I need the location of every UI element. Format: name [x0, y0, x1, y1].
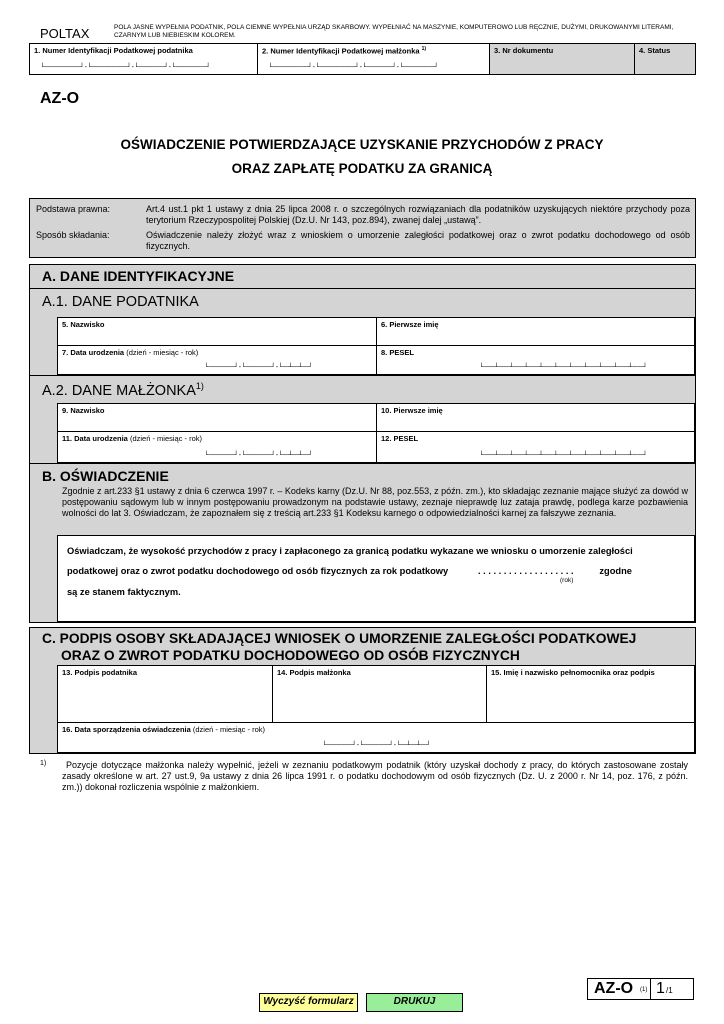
- form-title-line2: ORAZ ZAPŁATĘ PODATKU ZA GRANICĄ: [231, 161, 493, 176]
- section-a-title: A. DANE IDENTYFIKACYJNE: [42, 268, 235, 284]
- spouse-surname-field[interactable]: [57, 403, 377, 432]
- declaration-box: [57, 535, 695, 622]
- spouse-signature-field[interactable]: [272, 665, 487, 723]
- nip-spouse-ticks: └───────┘-└───────┘-└─────┘-└──────┘: [268, 64, 439, 71]
- declaration-date-label: 16. Data sporządzenia oświadczenia (dzień - miesiąc - rok): [62, 725, 265, 734]
- footer-pages: /1: [666, 986, 673, 995]
- footer-code-box: [587, 978, 694, 1000]
- spouse-birth-date-ticks: └─────┘-└─────┘-└─┴─┴─┘: [204, 452, 313, 459]
- footnote-mark: 1): [40, 760, 47, 767]
- proxy-signature-label: 15. Imię i nazwisko pełnomocnika oraz podpis: [491, 668, 655, 677]
- birth-date-field[interactable]: [57, 345, 377, 375]
- taxpayer-signature-field[interactable]: [57, 665, 273, 723]
- spouse-birth-date-label: 11. Data urodzenia (dzień - miesiąc - rok): [62, 434, 203, 443]
- taxpayer-signature-label: 13. Podpis podatnika: [62, 668, 138, 677]
- section-a1-title: A.1. DANE PODATNIKA: [42, 294, 199, 310]
- spouse-first-name-field[interactable]: [376, 403, 695, 432]
- first-name-label: 6. Pierwsze imię: [381, 320, 439, 329]
- pesel-ticks: └──┴──┴──┴──┴──┴──┴──┴──┴──┴──┴──┘: [479, 364, 648, 371]
- section-b-title: B. OŚWIADCZENIE: [42, 468, 169, 484]
- declaration-line3: są ze stanem faktycznym.: [67, 587, 181, 597]
- footer-form-code: AZ-O: [594, 980, 634, 997]
- legal-basis-panel: [29, 198, 696, 258]
- spouse-first-name-label: 10. Pierwsze imię: [381, 406, 443, 415]
- footer-page: 1: [656, 980, 665, 997]
- declaration-date-field[interactable]: [57, 722, 695, 753]
- pesel-label: 8. PESEL: [381, 348, 414, 357]
- print-button[interactable]: DRUKUJ: [366, 993, 463, 1012]
- footnote-text: Pozycje dotyczące małżonka należy wypełnić, jeżeli w zeznaniu podatkowym podatnik (który uzyskał dochody z pracy, do których zastosowane zostały zasady określone w art. 27 ust.9, 9a ustawy z dnia 26 lipca 1991 r. o podatku dochodowym od osób fizycznych (Dz. U. z 2000 r. Nr 14, poz. 176, z późn. zm.)) dokonał rozliczenia wspólnie z małżonkiem.: [62, 760, 688, 792]
- declaration-line1: Oświadczam, że wysokość przychodów z pracy i zapłaconego za granicą podatku wykazane we wniosku o umorzenie zaległości: [67, 546, 633, 556]
- surname-field[interactable]: [57, 317, 377, 346]
- nip-taxpayer-label: 1. Numer Identyfikacji Podatkowej podatnika: [34, 46, 193, 55]
- nip-taxpayer-ticks: └───────┘-└───────┘-└─────┘-└──────┘: [40, 64, 211, 71]
- nip-spouse-label: 2. Numer Identyfikacji Podatkowej małżonka $^{1)}$: [262, 46, 427, 56]
- legal-basis-text: Art.4 ust.1 pkt 1 ustawy z dnia 25 lipca 2008 r. o szczególnych rozwiązaniach dla podatników uzyskujących niektóre przychody poza terytorium Rzeczypospolitej Polskiej (Dz.U. Nr 143, poz.894), zwanej dalej „ustawą”.: [146, 204, 690, 225]
- doc-number-field: [489, 44, 634, 74]
- footer-version: (1): [640, 987, 648, 993]
- spouse-pesel-field[interactable]: [376, 431, 695, 463]
- declaration-date-ticks: └─────┘-└─────┘-└─┴─┴─┘: [322, 742, 431, 749]
- surname-label: 5. Nazwisko: [62, 320, 105, 329]
- doc-number-label: 3. Nr dokumentu: [494, 46, 554, 55]
- spouse-signature-label: 14. Podpis małżonka: [277, 668, 351, 677]
- tax-year-hint: (rok): [560, 577, 574, 584]
- birth-date-label: 7. Data urodzenia (dzień - miesiąc - rok): [62, 348, 199, 357]
- brand: POLTAX: [40, 26, 90, 41]
- declaration-line2: podatkowej oraz o zwrot podatku dochodowego od osób fizycznych za rok podatkowy . . . . . . . . . . . . . . . . . . . zgodne: [67, 566, 632, 576]
- clear-form-button[interactable]: Wyczyść formularz: [259, 993, 358, 1012]
- section-a2-title: A.2. DANE MAŁŻONKA$^{1)}$: [42, 381, 204, 399]
- tax-year-input[interactable]: . . . . . . . . . . . . . . . . . . .: [478, 566, 574, 576]
- nip-spouse-field[interactable]: [258, 44, 488, 74]
- penalty-warning: Zgodnie z art.233 §1 ustawy z dnia 6 czerwca 1997 r. – Kodeks karny (Dz.U. Nr 88, poz.553, z późn. zm.), kto składając zeznanie mające służyć za dowód w postępowaniu sądowym lub w innym postępowaniu prowadzonym na podstawie ustawy, zeznaje nieprawdę luz zataja prawdę, podlega karze pozbawienia wolności do lat 3. Oświadczam, że zapoznałem się z treścią art.233 §1 Kodeksu karnego o odpowiedzialności karnej za fałszywe zeznania.: [62, 486, 688, 518]
- status-field: [634, 44, 695, 74]
- legal-basis-label: Podstawa prawna:: [36, 204, 111, 214]
- fill-notice: POLA JASNE WYPEŁNIA PODATNIK, POLA CIEMNE WYPEŁNIA URZĄD SKARBOWY. WYPEŁNIAĆ NA MASZYNIE, KOMPUTEROWO LUB RĘCZNIE, DUŻYMI, DRUKOWANYMI LITERAMI, CZARNYM LUB NIEBIESKIM KOLOREM.: [114, 24, 674, 39]
- spouse-birth-date-field[interactable]: [57, 431, 377, 463]
- nip-taxpayer-field[interactable]: [30, 44, 257, 74]
- section-c-title-line1: C. PODPIS OSOBY SKŁADAJĄCEJ WNIOSEK O UMORZENIE ZALEGŁOŚCI PODATKOWEJ: [42, 631, 637, 646]
- spouse-pesel-ticks: └──┴──┴──┴──┴──┴──┴──┴──┴──┴──┴──┘: [479, 452, 648, 459]
- section-c-title-line2: ORAZ O ZWROT PODATKU DOCHODOWEGO OD OSÓB FIZYCZNYCH: [61, 648, 520, 663]
- pesel-field[interactable]: [376, 345, 695, 375]
- spouse-pesel-label: 12. PESEL: [381, 434, 419, 443]
- proxy-signature-field[interactable]: [486, 665, 695, 723]
- method-label: Sposób składania:: [36, 230, 110, 240]
- first-name-field[interactable]: [376, 317, 695, 346]
- form-title-line1: OŚWIADCZENIE POTWIERDZAJĄCE UZYSKANIE PRZYCHODÓW Z PRACY: [120, 137, 604, 152]
- birth-date-ticks: └─────┘-└─────┘-└─┴─┴─┘: [204, 364, 313, 371]
- status-label: 4. Status: [639, 46, 671, 55]
- form-code: AZ-O: [40, 90, 80, 107]
- method-text: Oświadczenie należy złożyć wraz z wnioskiem o umorzenie zaległości podatkowej oraz o zwrot podatku dochodowego od osób fizycznych.: [146, 230, 690, 251]
- spouse-surname-label: 9. Nazwisko: [62, 406, 105, 415]
